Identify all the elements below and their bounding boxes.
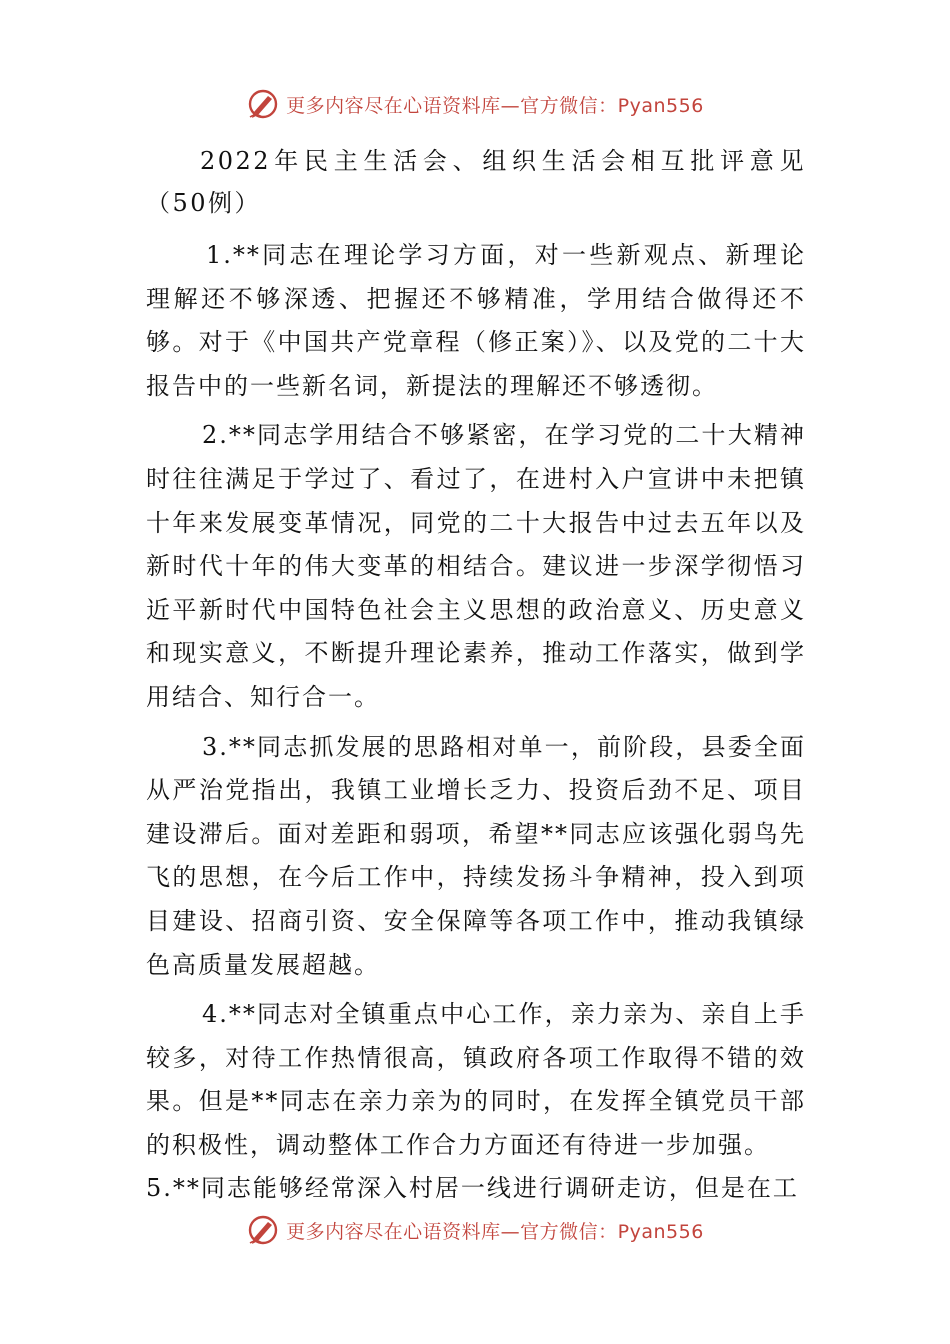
pen-logo-icon	[246, 87, 280, 121]
pen-logo-icon	[246, 1213, 280, 1247]
header-watermark	[0, 84, 950, 124]
footer-watermark	[0, 1210, 950, 1250]
paragraph: 2.**同志学用结合不够紧密，在学习党的二十大精神时往往满足于学过了、看过了，在进村入户宣讲中未把镇十年来发展变革情况，同党的二十大报告中过去五年以及新时代十年的伟大变革的相结合。建议进一步深学彻悟习近平新时代中国特色社会主义思想的政治意义、历史意义和现实意义，不断提升理论素养，推动工作落实，做到学用结合、知行合一。	[146, 421, 806, 711]
document-body	[146, 140, 806, 1211]
paragraph: 4.**同志对全镇重点中心工作，亲力亲为、亲自上手较多，对待工作热情很高，镇政府各项工作取得不错的效果。但是**同志在亲力亲为的同时，在发挥全镇党员干部的积极性，调动整体工作合力方面还有待进一步加强。	[146, 1000, 806, 1159]
paragraph: 1.**同志在理论学习方面，对一些新观点、新理论理解还不够深透、把握还不够精准，学用结合做得还不够。对于《中国共产党章程（修正案）》、以及党的二十大报告中的一些新名词，新提法的理解还不够透彻。	[146, 241, 806, 400]
paragraph: 5.**同志能够经常深入村居一线进行调研走访，但是在工	[146, 1174, 799, 1203]
document-title: 2022年民主生活会、组织生活会相互批评意见（50例）	[146, 147, 806, 217]
watermark-text: 更多内容尽在心语资料库—官方微信：Pyan556	[286, 94, 704, 117]
paragraph: 3.**同志抓发展的思路相对单一，前阶段，县委全面从严治党指出，我镇工业增长乏力、投资后劲不足、项目建设滞后。面对差距和弱项，希望**同志应该强化弱鸟先飞的思想，在今后工作中，持续发扬斗争精神，投入到项目建设、招商引资、安全保障等各项工作中，推动我镇绿色高质量发展超越。	[146, 732, 806, 979]
watermark-text: 更多内容尽在心语资料库—官方微信：Pyan556	[286, 1220, 704, 1243]
